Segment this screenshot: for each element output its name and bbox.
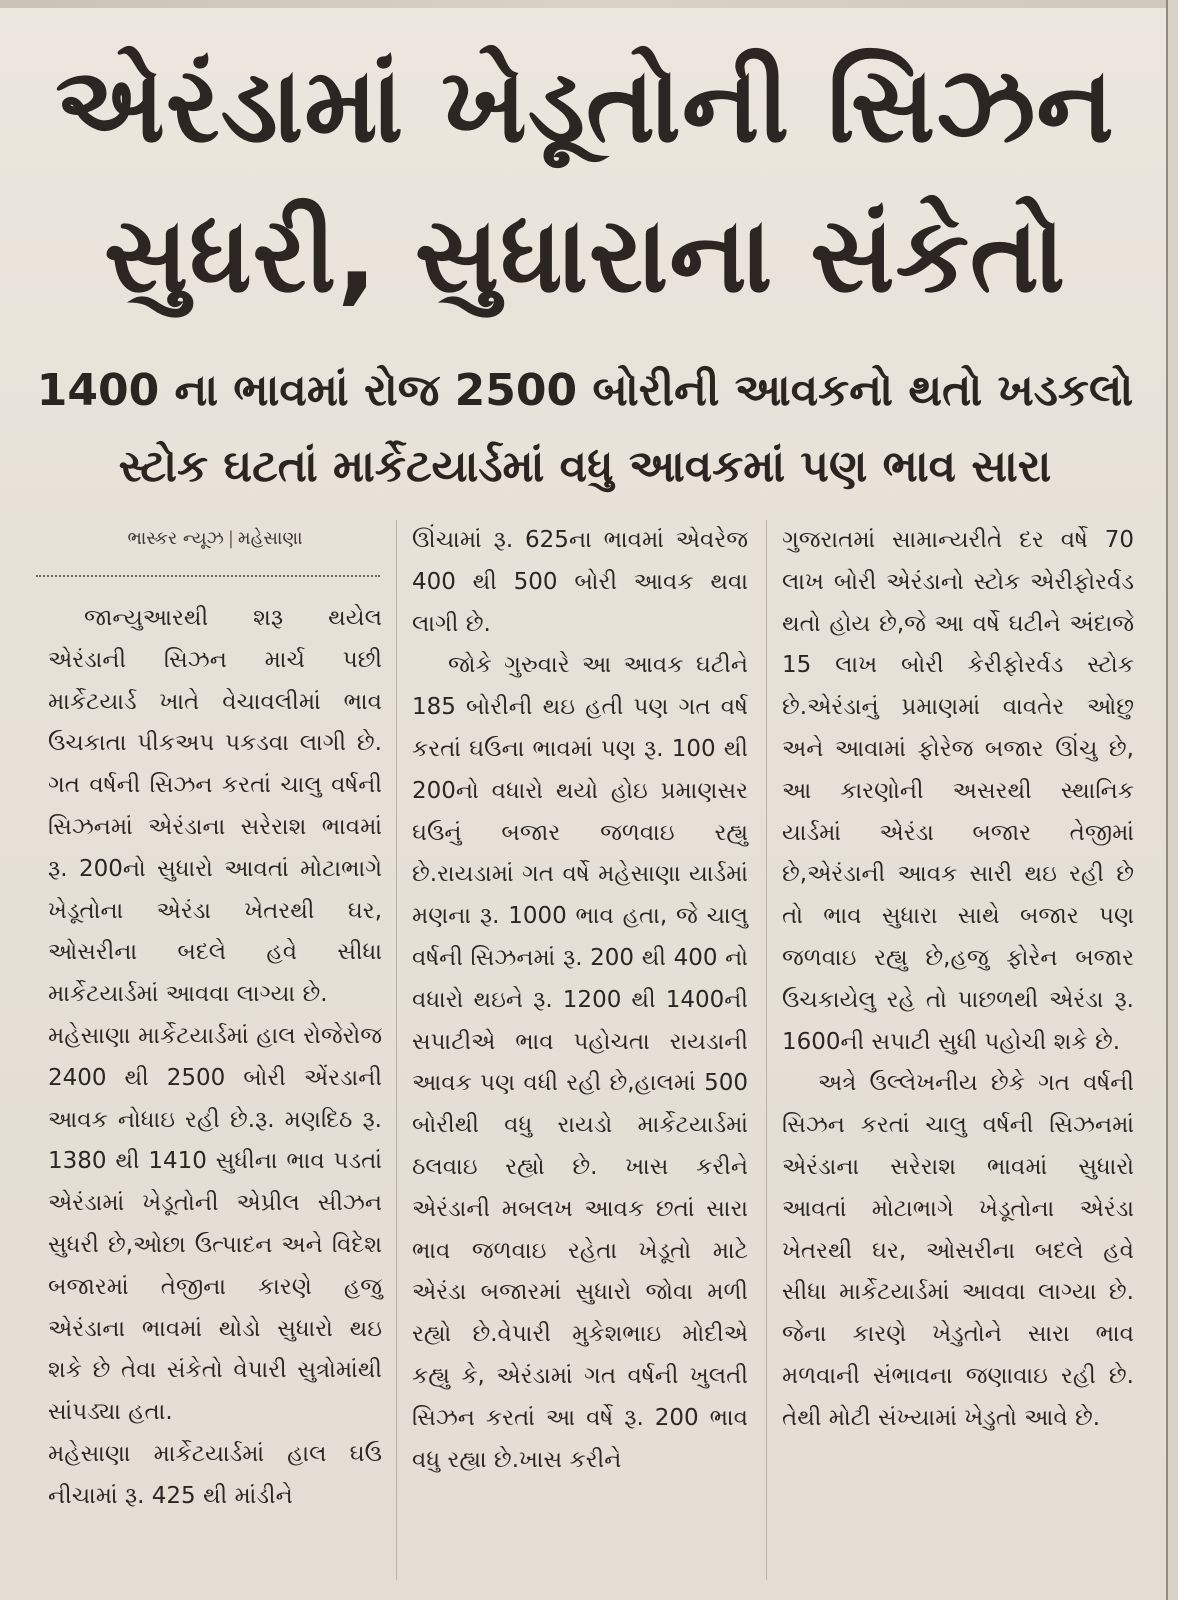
article-column-3 bbox=[782, 520, 1134, 1440]
byline-divider bbox=[36, 575, 380, 577]
headline-line-1: એરંડામાં ખેડૂતોની સિઝન bbox=[55, 44, 1115, 166]
article-column-2 bbox=[412, 520, 748, 1481]
byline bbox=[50, 528, 380, 549]
subheadline-1: 1400 ના ભાવમાં રોજ 2500 બોરીની આવકનો થતો ખડકલો bbox=[36, 365, 1134, 416]
subheadline-2: સ્ટોક ઘટતાં માર્કેટયાર્ડમાં વધુ આવકમાં પણ ભાવ સારા bbox=[118, 441, 1052, 492]
byline-source: ભાસ્કર ન્યૂઝ bbox=[127, 528, 224, 549]
paragraph: જાન્યુઆરથી શરૂ થયેલ એરંડાની સિઝન માર્ચ પછી માર્કેટયાર્ડ ખાતે વેચાવલીમાં ભાવ ઉચકાતા પીકઅપ પકડવા લાગી છે. ગત વર્ષની સિઝન કરતાં ચાલુ વર્ષની સિઝનમાં એરંડાના સરેરાશ ભાવમાં રૂ. 200નો સુધારો આવતાં મોટાભાગે ખેડૂતોના એરંડા ખેતરથી ઘર, ઓસરીના બદલે હવે સીધા માર્કેટયાર્ડમાં આવવા લાગ્યા છે. bbox=[48, 605, 382, 1008]
headline bbox=[20, 30, 1150, 330]
byline-place: મહેસાણા bbox=[237, 528, 303, 549]
column-divider bbox=[766, 520, 767, 1580]
column-divider bbox=[396, 520, 397, 1580]
paragraph: મહેસાણા માર્કેટયાર્ડમાં હાલ ઘઉ નીચામાં રૂ. 425 થી માંડીને bbox=[48, 1440, 382, 1509]
headline-line-2: સુધરી, સુધારાના સંકેતો bbox=[103, 194, 1067, 316]
paragraph: મહેસાણા માર્કેટયાર્ડમાં હાલ રોજેરોજ 2400 થી 2500 બોરી એંરડાની આવક નોધાઇ રહી છે.રૂ. મણદિઠ રૂ. 1380 થી 1410 સુધીના ભાવ પડતાં એરંડામાં ખેડૂતોની એપ્રીલ સીઝન સુધરી છે,ઓછા ઉત્પાદન અને વિદેશ બજારમાં તેજીના કારણે હજુ એરંડાના ભાવમાં થોડો સુધારો થઇ શકે છે તેવા સંકેતો વેપારી સુત્રોમાંથી સાંપડ્યા હતા. bbox=[48, 1022, 382, 1426]
page-edge-shadow bbox=[1168, 0, 1178, 1600]
byline-separator: | bbox=[227, 528, 234, 549]
paragraph: ઊંચામાં રૂ. 625ના ભાવમાં એવરેજ 400 થી 500 બોરી આવક થવા લાગી છે. bbox=[412, 527, 748, 637]
paragraph: ગુજરાતમાં સામાન્યરીતે દર વર્ષે 70 લાખ બોરી એરંડાનો સ્ટોક એરીફોરર્વડ થતો હોય છે,જે આ વર્ષે ઘટીને અંદાજે 15 લાખ બોરી કેરીફોરર્વડ સ્ટોક છે.એરંડાનું પ્રમાણમાં વાવતેર ઓછુ અને આવામાં ફોરેજ બજાર ઊંચુ છે, આ કારણોની અસરથી સ્થાનિક યાર્ડમાં એરંડા બજાર તેજીમાં છે,એરંડાની આવક સારી થઇ રહી છે તો ભાવ સુધારા સાથે બજાર પણ જળવાઇ રહ્યુ છે,હજુ ફોરેન બજાર ઉચકાયેલુ રહે તો પાછળથી એરંડા રૂ. 1600ની સપાટી સુધી પહોચી શકે છે. bbox=[782, 527, 1134, 1055]
paragraph: જોકે ગુરુવારે આ આવક ઘટીને 185 બોરીની થઇ હતી પણ ગત વર્ષ કરતાં ઘઉના ભાવમાં પણ રૂ. 100 થી 200નો વધારો થયો હોઇ પ્રમાણસર ઘઉનું બજાર જળવાઇ રહ્યુ છે.રાયડામાં ગત વર્ષે મહેસાણા યાર્ડમાં મણના રૂ. 1000 ભાવ હતા, જે ચાલુ વર્ષની સિઝનમાં રૂ. 200 થી 400 નો વધારો થઇને રૂ. 1200 થી 1400ની સપાટીએ ભાવ પહોચતા રાયડાની આવક પણ વધી રહી છે,હાલમાં 500 બોરીથી વધુ રાયડો માર્કેટયાર્ડમાં ઠલવાઇ રહ્યો છે. ખાસ કરીને એરંડાની મબલખ આવક છતાં સારા ભાવ જળવાઇ રહેતા ખેડૂતો માટે એરંડા બજારમાં સુધારો જોવા મળી રહ્યો છે.વેપારી મુકેશભાઇ મોદીએ કહ્યુ કે, એરંડામાં ગત વર્ષની ખુલતી સિઝન કરતાં આ વર્ષે રૂ. 200 ભાવ વધુ રહ્યા છે.ખાસ કરીને bbox=[412, 652, 748, 1473]
article-column-1 bbox=[48, 598, 382, 1518]
paragraph: અત્રે ઉલ્લેખનીય છેકે ગત વર્ષની સિઝન કરતાં ચાલુ વર્ષની સિઝનમાં એરંડાના સરેરાશ ભાવમાં સુધારો આવતાં મોટાભાગે ખેડૂતોના એરંડા ખેતરથી ઘર, ઓસરીના બદલે હવે સીધા માર્કેટયાર્ડમાં આવવા લાગ્યા છે. જેના કારણે ખેડુતોને સારા ભાવ મળવાની સંભાવના જણાવાઇ રહી છે. તેથી મોટી સંખ્યામાં ખેડુતો આવે છે. bbox=[782, 1070, 1134, 1431]
top-strip bbox=[0, 0, 1178, 8]
